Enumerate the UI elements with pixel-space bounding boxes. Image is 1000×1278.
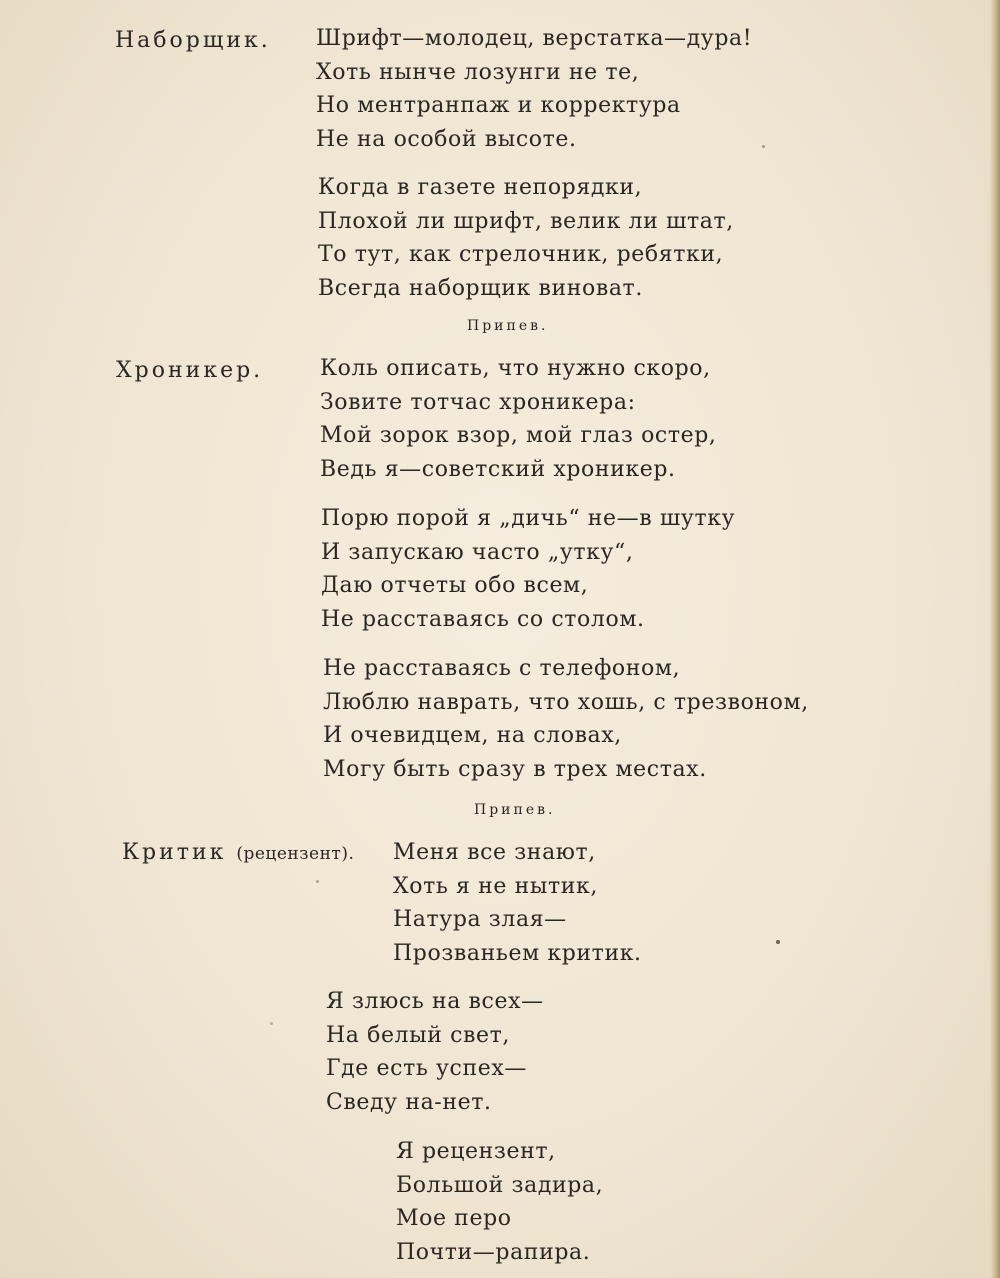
stanza [393, 836, 642, 970]
verse-line: Хоть я не нытик, [393, 873, 598, 899]
verse-line: Почти—рапира. [396, 1239, 591, 1265]
verse-line: Мой зорок взор, мой глаз остер, [320, 423, 717, 448]
verse-line: Натура злая— [393, 907, 567, 932]
verse-line: Я рецензент, [396, 1139, 556, 1164]
speaker-name-text: Критик [122, 840, 227, 865]
verse-line: Но ментранпаж и корректура [316, 93, 681, 118]
verse-line: Не на особой высоте. [316, 126, 577, 152]
verse-line: Прозваньем критик. [393, 940, 642, 966]
refrain-label: Припев. [467, 318, 549, 334]
stanza [318, 171, 734, 305]
speaker-name: Хроникер. [116, 358, 264, 383]
paper-speck [762, 145, 765, 148]
stanza [396, 1135, 603, 1269]
verse-line: Я злюсь на всех— [326, 989, 544, 1014]
verse-line: Когда в газете непорядки, [318, 175, 643, 200]
verse-line: Ведь я—советский хроникер. [320, 456, 676, 482]
speaker-name [122, 840, 354, 865]
refrain-label: Припев. [474, 802, 556, 818]
verse-line: На белый свет, [326, 1022, 510, 1048]
verse-line: Всегда наборщик виноват. [318, 275, 643, 301]
verse-line: Коль описать, что нужно скоро, [320, 356, 711, 381]
verse-line: Люблю наврать, что хошь, с трезвоном, [323, 689, 809, 715]
page-edge [990, 0, 1000, 1278]
verse-line: Даю отчеты обо всем, [321, 573, 589, 598]
verse-line: И очевидцем, на словах, [323, 723, 622, 748]
verse-line: То тут, как стрелочник, ребятки, [318, 242, 724, 267]
verse-line: Где есть успех— [326, 1056, 527, 1081]
paper-speck [270, 1022, 273, 1025]
paper-speck [316, 880, 319, 883]
verse-line: Не расставаясь со столом. [321, 606, 645, 632]
verse-line: И запускаю часто „утку“, [321, 539, 634, 565]
verse-line: Сведу на-нет. [326, 1089, 492, 1115]
verse-line: Мое перо [396, 1206, 512, 1231]
verse-line: Большой задира, [396, 1172, 604, 1198]
verse-line: Зовите тотчас хроникера: [320, 389, 636, 415]
speaker-note: (рецензент). [236, 844, 355, 864]
stanza [320, 352, 717, 486]
verse-line: Не расставаясь с телефоном, [323, 656, 681, 681]
stanza [316, 22, 752, 156]
stanza [326, 985, 544, 1119]
stanza [321, 502, 735, 636]
verse-line: Меня все знают, [393, 840, 596, 865]
verse-line: Шрифт—молодец, верстатка—дура! [316, 26, 753, 51]
verse-line: Хоть нынче лозунги не те, [316, 59, 640, 85]
verse-line: Плохой ли шрифт, велик ли штат, [318, 208, 734, 234]
speaker-name: Наборщик. [115, 28, 271, 53]
paper-speck [776, 940, 780, 944]
verse-line: Порю порой я „дичь“ не—в шутку [321, 506, 736, 531]
verse-line: Могу быть сразу в трех местах. [323, 756, 707, 782]
stanza [323, 652, 809, 786]
